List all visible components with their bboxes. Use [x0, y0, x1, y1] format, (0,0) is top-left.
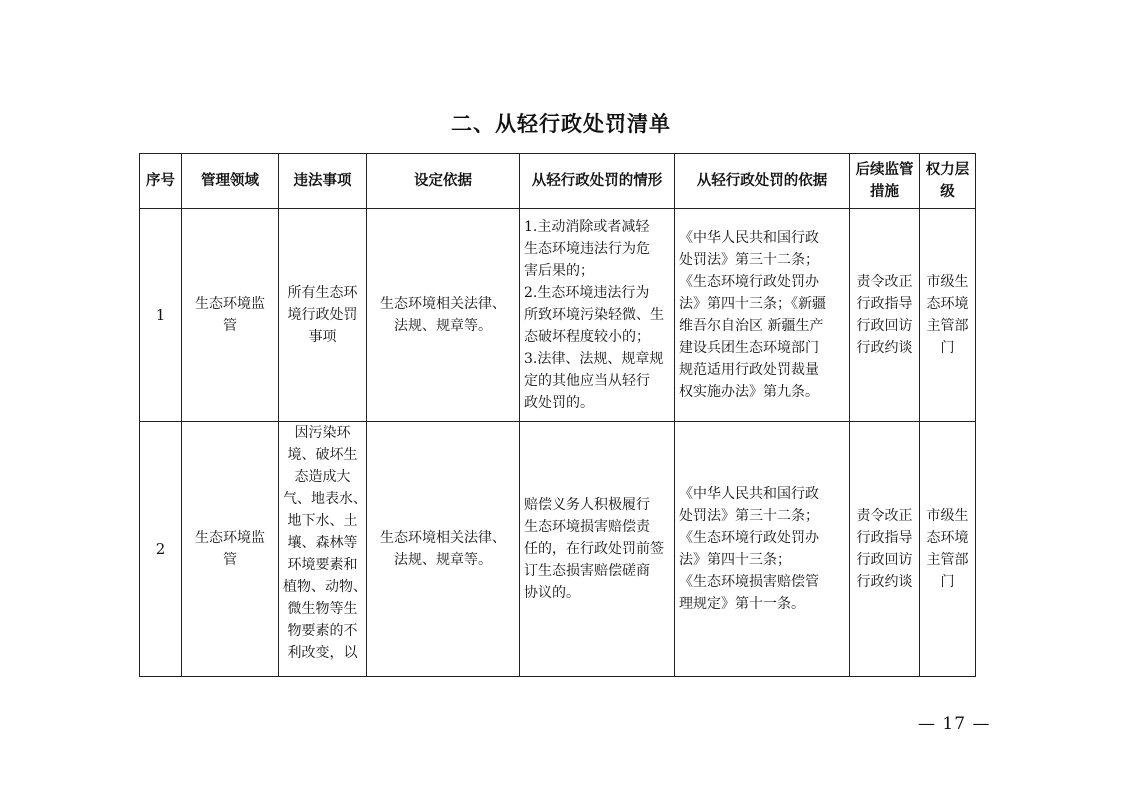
cell-text-line: 《生态环境损害赔偿管	[679, 574, 819, 590]
cell-text-line: 理规定》第十一条。	[679, 596, 805, 612]
cell-text-line: 生态环境违法行为危	[524, 241, 650, 257]
legal-basis-cell-content	[675, 483, 849, 615]
cell-text-line: 从轻行政处罚的依据	[696, 173, 828, 189]
cell-text-line: 《中华人民共和国行政	[679, 230, 819, 246]
cell-text-line: 法》第四十三条；	[679, 552, 791, 568]
header-col-basis	[367, 154, 520, 209]
cell-text-line: 《生态环境行政处罚办	[679, 530, 819, 546]
cell-text-line: 措施	[870, 184, 899, 200]
cell-text-line: 违法事项	[293, 173, 352, 189]
cell-text-line: 责令改正	[856, 508, 913, 524]
header-col-measures	[850, 154, 920, 209]
cell-text-line: 权力层	[925, 162, 970, 178]
cell-text-line: 生态环境相关法律、	[380, 296, 506, 312]
cell-text-line: 门	[940, 340, 955, 356]
cell-text-line: 壤、森林等	[287, 535, 358, 551]
cell-text-line: 政处罚的。	[524, 395, 594, 411]
cell-text-line: 环境要素和	[287, 557, 358, 573]
cell-text-line: 级	[940, 184, 955, 200]
cell-text-line: 市级生	[926, 508, 969, 524]
cell-text-line: 事项	[308, 329, 337, 345]
cell-text-line: 1.主动消除或者减轻	[524, 219, 650, 235]
cell-text-line: 后续监管	[855, 162, 914, 178]
cell-text-line: 境行政处罚	[287, 307, 358, 323]
cell-text-line: 主管部	[926, 318, 969, 334]
cell-text-line: 害后果的；	[524, 263, 594, 279]
basis-cell	[367, 422, 520, 677]
cell-text-line: 任的，在行政处罚前签	[524, 541, 664, 557]
cell-text-line: 生态环境监	[195, 296, 265, 312]
cell-text-line: 行政指导	[856, 530, 913, 546]
cell-text-line: 主管部	[926, 552, 969, 568]
cell-text-line: 地下水、土	[287, 513, 358, 529]
cell-text-line: 权实施办法》第九条。	[679, 384, 819, 400]
serial-number-cell: 2	[140, 422, 182, 677]
cell-text-line: 气、地表水、	[283, 491, 367, 507]
cell-text-line: 因污染环	[294, 425, 351, 441]
basis-cell-content	[367, 293, 519, 337]
cell-text-line: 法》第四十三条；《新疆	[679, 296, 826, 312]
domain-cell	[182, 422, 279, 677]
cell-text-line: 《中华人民共和国行政	[679, 486, 819, 502]
cell-text-line: 植物、动物、	[283, 579, 367, 595]
cell-text-line: 处罚法》第三十二条；	[679, 508, 819, 524]
matter-cell-content	[279, 422, 366, 664]
cell-text-line: 序号	[146, 173, 175, 189]
measures-cell-content	[850, 505, 919, 593]
cell-text-line: 《生态环境行政处罚办	[679, 274, 819, 290]
cell-text-line: 管理领域	[201, 173, 259, 189]
cell-text-line: 设定依据	[414, 173, 472, 189]
cell-text-line: 从轻行政处罚的情形	[531, 173, 663, 189]
cell-text-line: 管	[223, 318, 237, 334]
measures-cell	[850, 422, 920, 677]
cell-text-line: 定的其他应当从轻行	[524, 373, 650, 389]
cell-text-line: 生态环境相关法律、	[380, 530, 506, 546]
cell-text-line: 行政回访	[856, 318, 913, 334]
measures-cell	[850, 209, 920, 422]
circumstances-cell	[520, 422, 675, 677]
level-cell-content	[920, 271, 975, 359]
cell-text-line: 态破坏程度较小的；	[524, 329, 650, 345]
cell-text-line: 3.法律、法规、规章规	[524, 351, 664, 367]
level-cell	[920, 422, 976, 677]
header-col-serial	[140, 154, 182, 209]
cell-text-line: 态造成大	[294, 469, 351, 485]
cell-text-line: 责令改正	[856, 274, 913, 290]
legal-basis-cell-content	[675, 227, 849, 403]
cell-text-line: 行政指导	[856, 296, 913, 312]
cell-text-line: 境、破坏生	[287, 447, 358, 463]
cell-text-line: 行政回访	[856, 552, 913, 568]
legal-basis-cell	[675, 422, 850, 677]
header-col-circumstances	[520, 154, 675, 209]
level-cell-content	[920, 505, 975, 593]
header-col-domain	[182, 154, 279, 209]
cell-text-line: 法规、规章等。	[394, 318, 492, 334]
cell-text-line: 市级生	[926, 274, 969, 290]
domain-cell-content	[182, 527, 278, 571]
cell-text-line: 生态环境损害赔偿责	[524, 519, 650, 535]
cell-text-line: 物要素的不	[287, 623, 358, 639]
domain-cell	[182, 209, 279, 422]
matter-cell-content	[279, 282, 366, 348]
circumstances-cell	[520, 209, 675, 422]
cell-text-line: 生态环境监	[195, 530, 265, 546]
cell-text-line: 2.生态环境违法行为	[524, 285, 650, 301]
table-header-row	[140, 154, 976, 209]
matter-cell	[279, 209, 367, 422]
cell-text-line: 协议的。	[524, 585, 580, 601]
header-col-legal-basis	[675, 154, 850, 209]
table-row	[140, 209, 976, 422]
basis-cell	[367, 209, 520, 422]
cell-text-line: 所有生态环	[287, 285, 358, 301]
legal-basis-cell	[675, 209, 850, 422]
page-title: 二、从轻行政处罚清单	[451, 112, 671, 136]
cell-text-line: 所致环境污染轻微、生	[524, 307, 664, 323]
cell-text-line: 订生态损害赔偿磋商	[524, 563, 650, 579]
cell-text-line: 规范适用行政处罚裁量	[679, 362, 819, 378]
header-col-level	[920, 154, 976, 209]
serial-number-cell: 1	[140, 209, 182, 422]
table-row	[140, 422, 976, 677]
header-col-matter	[279, 154, 367, 209]
cell-text-line: 赔偿义务人积极履行	[524, 497, 650, 513]
cell-text-line: 管	[223, 552, 237, 568]
page-number: — 17 —	[918, 714, 991, 734]
cell-text-line: 态环境	[926, 296, 969, 312]
basis-cell-content	[367, 527, 519, 571]
cell-text-line: 建设兵团生态环境部门	[679, 340, 819, 356]
penalty-table	[139, 153, 976, 677]
circumstances-cell-content	[520, 216, 674, 414]
cell-text-line: 利改变，以	[287, 645, 358, 661]
circumstances-cell-content	[520, 494, 674, 604]
cell-text-line: 行政约谈	[856, 340, 913, 356]
matter-cell	[279, 422, 367, 677]
cell-text-line: 法规、规章等。	[394, 552, 492, 568]
cell-text-line: 处罚法》第三十二条；	[679, 252, 819, 268]
cell-text-line: 维吾尔自治区 新疆生产	[679, 318, 824, 334]
cell-text-line: 态环境	[926, 530, 969, 546]
measures-cell-content	[850, 271, 919, 359]
domain-cell-content	[182, 293, 278, 337]
cell-text-line: 微生物等生	[287, 601, 358, 617]
cell-text-line: 门	[940, 574, 955, 590]
level-cell	[920, 209, 976, 422]
cell-text-line: 行政约谈	[856, 574, 913, 590]
